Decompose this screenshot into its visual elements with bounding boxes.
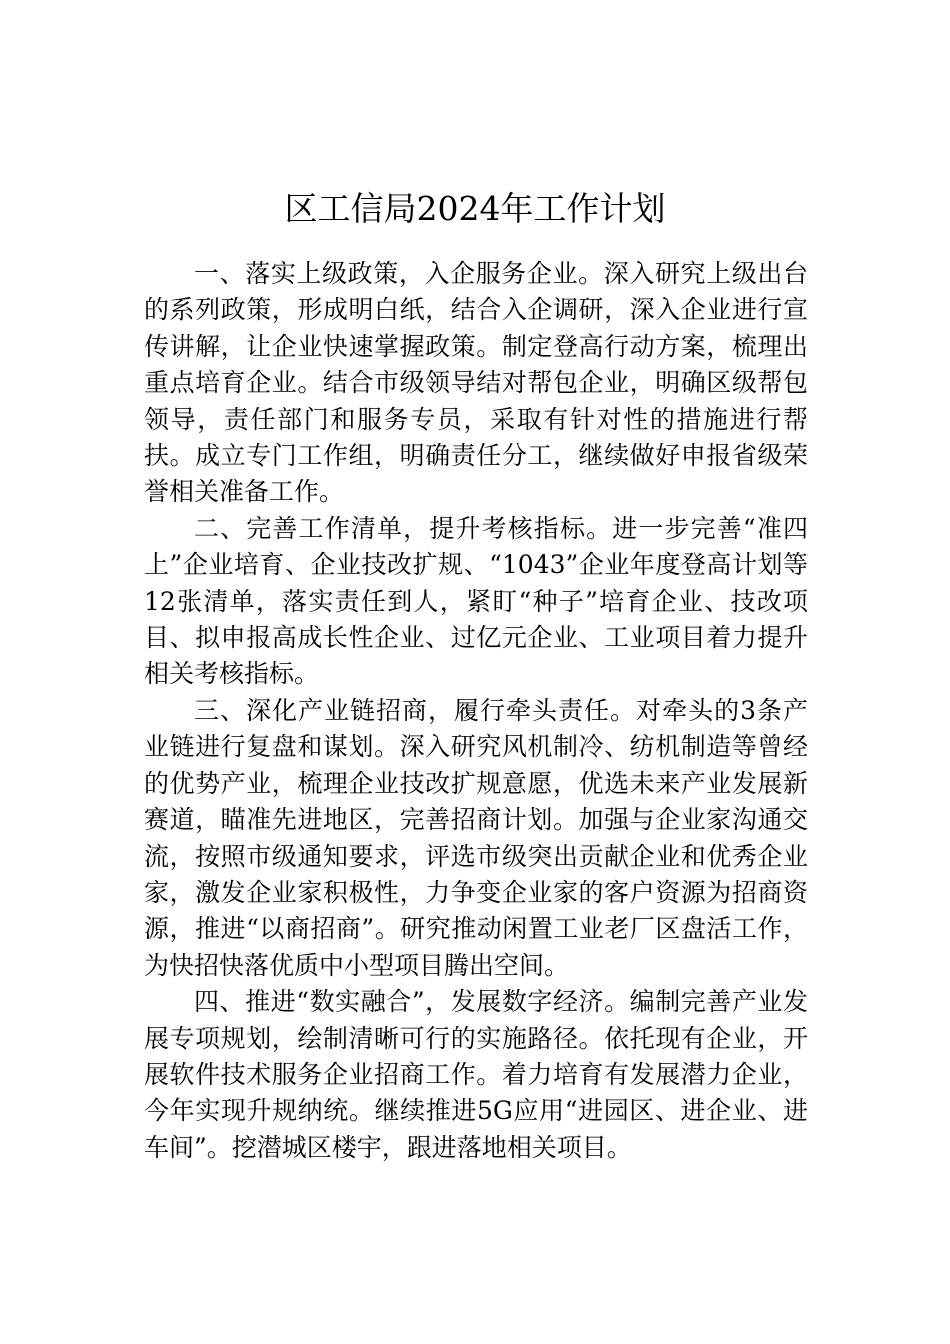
paragraph-3: 三、深化产业链招商，履行牵头责任。对牵头的3条产业链进行复盘和谋划。深入研究风机制冷、纺机制造等曾经的优势产业，梳理企业技改扩规意愿，优选未来产业发展新赛道，瞄准先进地区，完善招商计划。加强与企业家沟通交流，按照市级通知要求，评选市级突出贡献企业和优秀企业家，激发企业家积极性，力争变企业家的客户资源为招商资源，推进“以商招商”。研究推动闲置工业老厂区盘活工作，为快招快落优质中小型项目腾出空间。	[144, 695, 808, 980]
document-body	[144, 256, 808, 1166]
paragraph-2: 二、完善工作清单，提升考核指标。进一步完善“准四上”企业培育、企业技改扩规、“1043”企业年度登高计划等12张清单，落实责任到人，紧盯“种子”培育企业、技改项目、拟申报高成长性企业、过亿元企业、工业项目着力提升相关考核指标。	[144, 513, 808, 689]
paragraph-4: 四、推进“数实融合”，发展数字经济。编制完善产业发展专项规划，绘制清晰可行的实施路径。依托现有企业，开展软件技术服务企业招商工作。着力培育有发展潜力企业，今年实现升规纳统。继续推进5G应用“进园区、进企业、进车间”。挖潜城区楼宇，跟进落地相关项目。	[144, 987, 808, 1162]
document-title: 区工信局2024年工作计划	[284, 189, 666, 229]
paragraph-1: 一、落实上级政策，入企服务企业。深入研究上级出台的系列政策，形成明白纸，结合入企调研，深入企业进行宣传讲解，让企业快速掌握政策。制定登高行动方案，梳理出重点培育企业。结合市级领导结对帮包企业，明确区级帮包领导，责任部门和服务专员，采取有针对性的措施进行帮扶。成立专门工作组，明确责任分工，继续做好申报省级荣誉相关准备工作。	[144, 259, 808, 507]
